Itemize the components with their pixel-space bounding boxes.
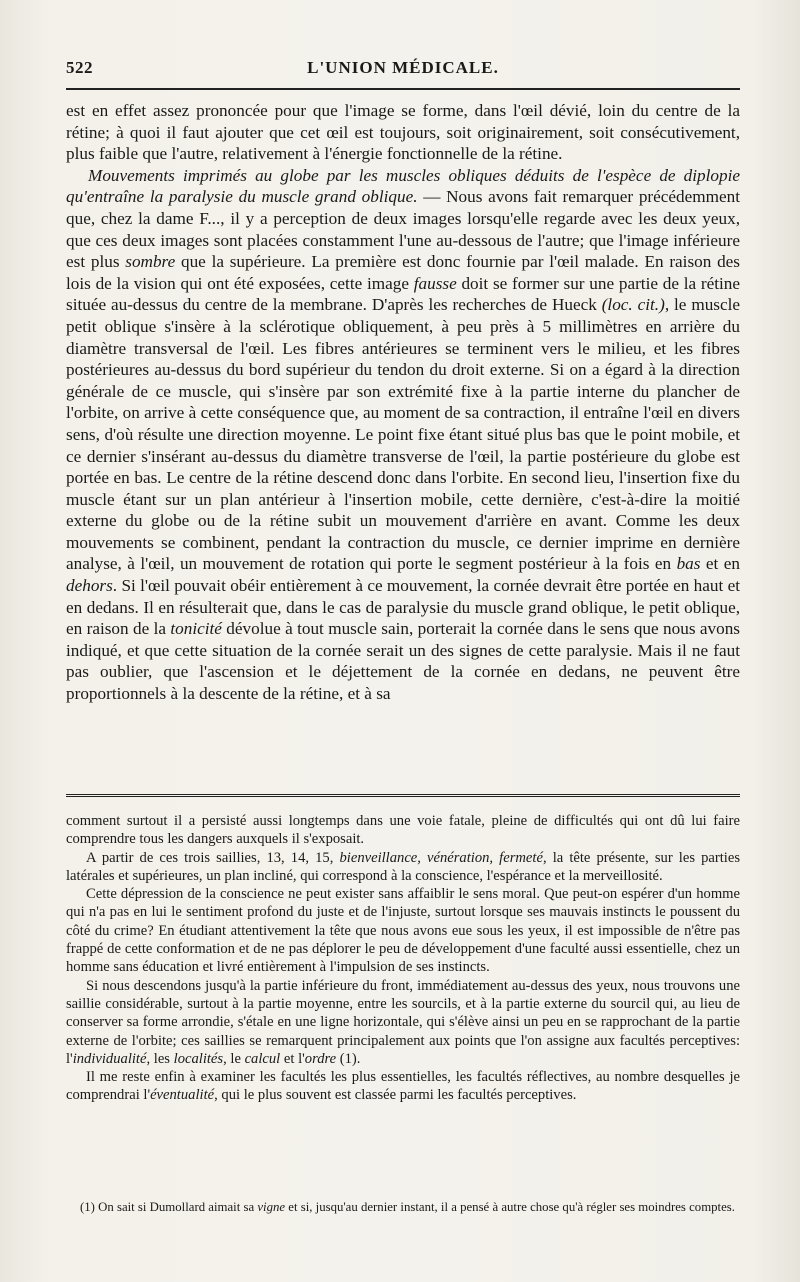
paragraph-text: (1) On sait si Dumollard aimait sa bbox=[80, 1200, 258, 1214]
note-paragraph-3 bbox=[66, 885, 740, 976]
emphasis: ordre bbox=[304, 1050, 337, 1067]
footnote-text bbox=[66, 1200, 740, 1216]
paragraph-text: . Si l'œil pouvait obéir entièrement à ce mouvement, la cornée devrait être portée en haut et en dedans. Il en résulterait que, dans le cas de paralysie du muscle grand oblique, le petit oblique, en raison de la bbox=[66, 576, 740, 639]
emphasis: bienveillance, vénération, fermeté bbox=[339, 849, 543, 866]
emphasis: calcul bbox=[244, 1050, 281, 1067]
paragraph-text: , le muscle petit oblique s'insère à la sclérotique obliquement, à peu près à 5 millimètres en arrière du diamètre transversal de l'œil. Les fibres antérieures se terminent vers le milieu, et les fibres postérieures au-dessus du bord supérieur du tendon du droit externe. Si on a égard à la direction générale de ce muscle, qui s'insère par son extrémité fixe à la partie interne du plancher de l'orbite, on arrive à cette conséquence que, au moment de sa contraction, il entraîne l'œil en divers sens, d'où résulte une direction moyenne. Le point fixe étant situé plus bas que le point mobile, et ce dernier s'insérant au-dessus du diamètre transverse de l'œil, la partie postérieure du globe est portée en bas. Le centre de la rétine descend donc dans l'orbite. En second lieu, l'insertion fixe du muscle étant sur un plan antérieur à l'insertion mobile, cette dernière, c'est-à-dire la moitié externe du globe ou de la rétine subit un mouvement d'arrière en avant. Comme les deux mouvements se combinent, pendant la contraction du muscle, ce dernier imprime en dernière analyse, à l'œil, un mouvement de rotation qui porte le segment postérieur à la fois en bbox=[66, 295, 741, 574]
paragraph-text: , les bbox=[146, 1050, 174, 1067]
paragraph-text: et l' bbox=[280, 1050, 305, 1067]
footnote bbox=[66, 1200, 740, 1216]
emphasis: dehors bbox=[66, 576, 113, 596]
note-paragraph-1 bbox=[66, 812, 740, 849]
emphasis: vigne bbox=[257, 1200, 286, 1214]
paragraph-text: que la supérieure. La première est donc fournie par l'œil malade. En raison des lois de la vision qui ont été exposées, cette image bbox=[66, 252, 740, 293]
paragraph-text: — Nous avons fait remarquer précédemment que, chez la dame F..., il y a perception de deux images lorsqu'elle regarde avec les deux yeux, que ces deux images sont placées constamment l'une au-dessous de l'autre; que l'image inférieure est plus bbox=[66, 187, 740, 272]
paragraph-1 bbox=[66, 100, 740, 165]
paragraph-2 bbox=[66, 165, 740, 705]
paragraph-text: , la tête présente, sur les parties latérales et supérieures, un plan incliné, qui correspond à la conscience, l'espérance et la merveillosité. bbox=[66, 849, 741, 884]
paragraph-text: comment surtout il a persisté aussi longtemps dans une voie fatale, pleine de difficultés qui ont dû lui faire comprendre tous les dangers auxquels il s'exposait. bbox=[66, 813, 740, 848]
emphasis: individualité bbox=[72, 1050, 147, 1067]
paragraph-text: est en effet assez prononcée pour que l'image se forme, dans l'œil dévié, loin du centre de la rétine; à quoi il faut ajouter que cet œil est toujours, soit originairement, soit consécutivement, plus faible que l'autre, relativement à l'énergie fonctionnelle de la rétine. bbox=[66, 101, 740, 164]
feuilleton-text bbox=[66, 812, 740, 1105]
emphasis: tonicité bbox=[170, 619, 222, 639]
note-paragraph-2 bbox=[66, 849, 740, 886]
header-rule bbox=[66, 88, 740, 90]
separator-rule bbox=[66, 794, 740, 797]
paragraph-text: dévolue à tout muscle sain, porterait la cornée dans le sens que nous avons indiqué, et que cette situation de la cornée serait un des signes de cette paralysie. Mais il ne faut pas oublier, que l'ascension et le déjettement de la cornée en dedans, ne peuvent être proportionnels à la descente de la rétine, et à sa bbox=[66, 619, 740, 704]
emphasis: fausse bbox=[413, 273, 457, 293]
emphasis: bas bbox=[676, 554, 701, 574]
footnote-ref: (1). bbox=[336, 1050, 361, 1067]
main-text bbox=[66, 100, 740, 705]
page-header bbox=[66, 52, 740, 82]
paragraph-text: A partir de ces trois saillies, 13, 14, 15, bbox=[86, 849, 340, 866]
section-heading: Mouvements imprimés au globe par les muscles obliques déduits de l'espèce de diplopie qu'entraîne la paralysie du muscle grand oblique. bbox=[66, 165, 740, 207]
note-paragraph-4 bbox=[66, 977, 740, 1068]
paragraph-text: Cette dépression de la conscience ne peut exister sans affaiblir le sens moral. Que peut-on espérer d'un homme qui n'a pas en lui le sentiment profond du juste et de l'injuste, surtout lorsque ses mauvais instincts le poussent du côté du crime? En étudiant attentivement la tête que nous avons eue sous les yeux, il est impossible de n'être pas frappé de cette conformation et de ne pas déplorer le peu de développement d'une faculté aussi essentielle, chez un homme sans éducation et livré entièrement à l'impulsion de ses instincts. bbox=[66, 886, 740, 976]
paragraph-text: doit se former sur une partie de la rétine située au-dessus du centre de la membrane. D'après les recherches de Hueck bbox=[66, 273, 740, 315]
paragraph-text: et en bbox=[700, 554, 740, 574]
paragraph-text: , le bbox=[223, 1050, 245, 1067]
paragraph-text: et si, jusqu'au dernier instant, il a pensé à autre chose qu'à régler ses moindres comptes. bbox=[285, 1200, 735, 1214]
emphasis: éventualité bbox=[150, 1087, 215, 1104]
note-paragraph-5 bbox=[66, 1068, 740, 1105]
running-title: L'UNION MÉDICALE. bbox=[307, 58, 499, 77]
page-number: 522 bbox=[66, 58, 93, 77]
paragraph-text: , qui le plus souvent est classée parmi les facultés perceptives. bbox=[214, 1087, 577, 1104]
emphasis: sombre bbox=[125, 252, 176, 272]
paragraph-text: Si nous descendons jusqu'à la partie inférieure du front, immédiatement au-dessus des yeux, nous trouvons une saillie considérable, surtout à la partie moyenne, entre les sourcils, et à la partie externe du sourcil qui, au lieu de conserver sa forme arrondie, s'étale en une ligne horizontale, qui s'élève ainsi un peu en se rapprochant de la partie externe de l'orbite; ces saillies se remarquent principalement aux points que l'on assigne aux facultés perceptives: l' bbox=[66, 977, 740, 1067]
emphasis: localités bbox=[173, 1050, 224, 1067]
citation: (loc. cit.) bbox=[601, 295, 665, 315]
paragraph-text: Il me reste enfin à examiner les facultés les plus essentielles, les facultés réflectives, au nombre desquelles je comprendrai l' bbox=[66, 1069, 740, 1104]
